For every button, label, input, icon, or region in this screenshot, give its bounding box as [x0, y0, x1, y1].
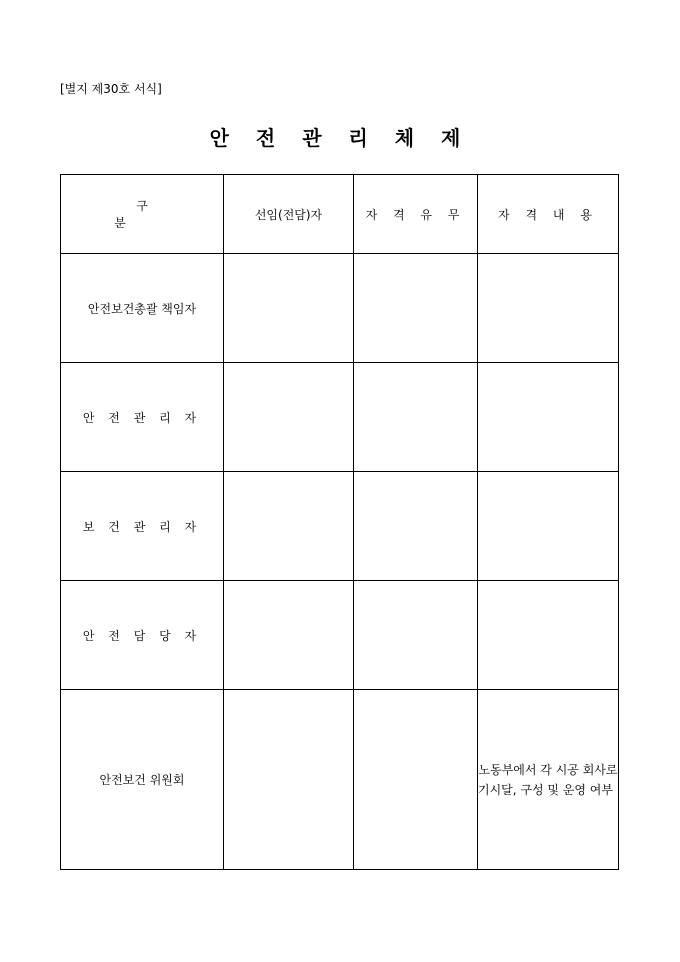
table-row: [61, 690, 619, 870]
row-qualified: [354, 581, 478, 690]
document-title: 안 전 관 리 체 제: [209, 126, 471, 150]
row-appointee: [224, 690, 354, 870]
row-category: 안전보건총괄 책임자: [61, 254, 224, 363]
table-row: [61, 254, 619, 363]
form-number-label: [별지 제30호 서식]: [60, 82, 162, 96]
safety-management-table: [60, 174, 619, 870]
row-category: 안 전 관 리 자: [61, 363, 224, 472]
row-appointee: [224, 581, 354, 690]
row-qualified: [354, 254, 478, 363]
header-qualification-status: 자 격 유 무: [354, 175, 478, 254]
row-qualified: [354, 690, 478, 870]
row-details: [478, 363, 619, 472]
header-appointee: 선임(전담)자: [224, 175, 354, 254]
row-details-note: 노동부에서 각 시공 회사로 기시달, 구성 및 운영 여부: [478, 690, 619, 870]
row-category: 안전보건 위원회: [61, 690, 224, 870]
header-qualification-details: 자 격 내 용: [478, 175, 619, 254]
row-appointee: [224, 472, 354, 581]
row-qualified: [354, 472, 478, 581]
header-category: 구 분: [61, 175, 224, 254]
table-row: [61, 363, 619, 472]
row-details: [478, 472, 619, 581]
row-appointee: [224, 254, 354, 363]
row-category: 보 건 관 리 자: [61, 472, 224, 581]
table-row: [61, 472, 619, 581]
row-details: [478, 581, 619, 690]
table-row: [61, 581, 619, 690]
row-details: [478, 254, 619, 363]
table-header-row: [61, 175, 619, 254]
row-qualified: [354, 363, 478, 472]
row-category: 안 전 담 당 자: [61, 581, 224, 690]
row-appointee: [224, 363, 354, 472]
